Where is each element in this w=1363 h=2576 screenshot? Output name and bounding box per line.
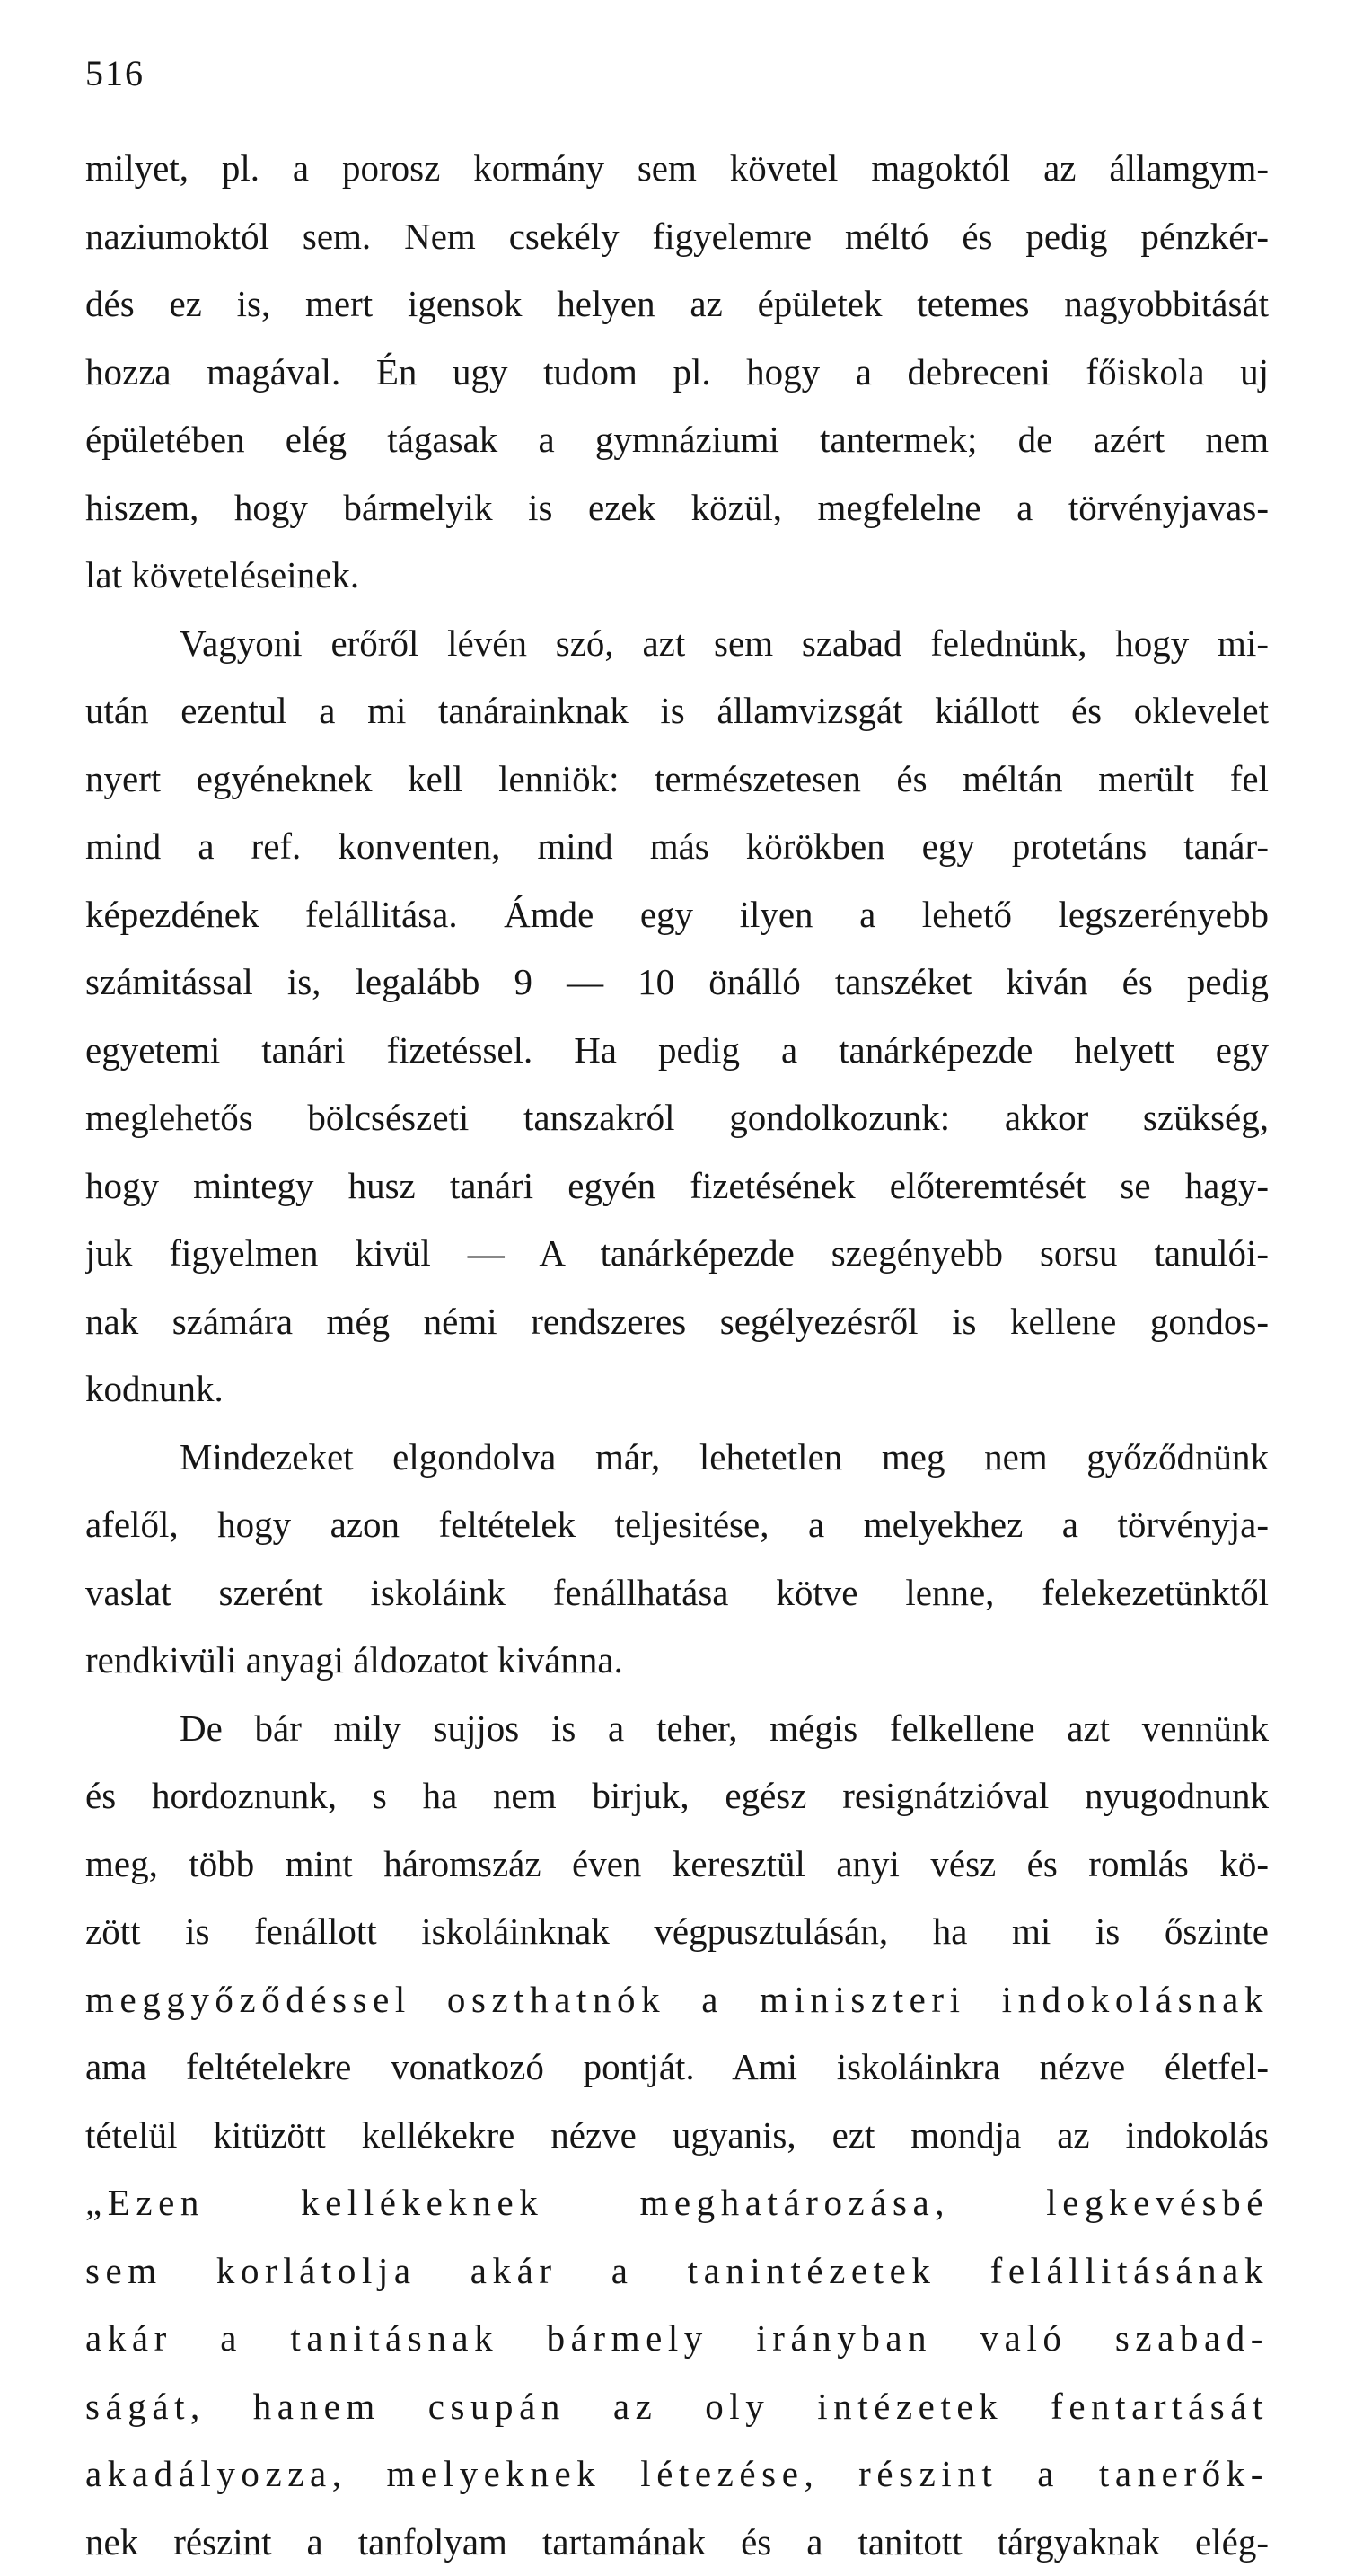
text-line: mind a ref. konventen, mind más körökben egy protetáns tanár- (85, 813, 1269, 881)
text-line: hogy mintegy husz tanári egyén fizetésének előteremtését se hagy- (85, 1152, 1269, 1221)
text-line: ama feltételekre vonatkozó pontját. Ami iskoláinkra nézve életfel- (85, 2033, 1269, 2102)
text-line: De bár mily sujjos is a teher, mégis felkellene azt vennünk (85, 1695, 1269, 1763)
text-line: lat követeléseinek. (85, 542, 1269, 610)
text-line: épületében elég tágasak a gymnáziumi tantermek; de azért nem (85, 406, 1269, 474)
text-line: meg, több mint háromszáz éven keresztül anyi vész és romlás kö- (85, 1831, 1269, 1899)
text-line: rendkivüli anyagi áldozatot kivánna. (85, 1627, 1269, 1695)
text-line: és hordoznunk, s ha nem birjuk, egész resignátzióval nyugodnunk (85, 1762, 1269, 1831)
paragraph (85, 610, 1269, 1424)
text-line: kodnunk. (85, 1355, 1269, 1424)
text-line: Mindezeket elgondolva már, lehetetlen meg nem győződnünk (85, 1424, 1269, 1492)
text-line: meggyőződéssel oszthatnók a miniszteri indokolásnak (85, 1966, 1269, 2034)
text-line: ságát, hanem csupán az oly intézetek fentartását (85, 2373, 1269, 2441)
text-line: vaslat szerént iskoláink fenállhatása kötve lenne, felekezetünktől (85, 1559, 1269, 1628)
text-line: zött is fenállott iskoláinknak végpusztulásán, ha mi is őszinte (85, 1898, 1269, 1966)
text-line: naziumoktól sem. Nem csekély figyelemre méltó és pedig pénzkér- (85, 203, 1269, 271)
text-line: számitással is, legalább 9 — 10 önálló tanszéket kiván és pedig (85, 948, 1269, 1017)
text-line: „Ezen kellékeknek meghatározása, legkevésbé (85, 2169, 1269, 2237)
text-line: akár a tanitásnak bármely irányban való szabad- (85, 2305, 1269, 2373)
text-line: Vagyoni erőről lévén szó, azt sem szabad felednünk, hogy mi- (85, 610, 1269, 678)
text-line: hiszem, hogy bármelyik is ezek közül, megfelelne a törvényjavas- (85, 474, 1269, 543)
text-line: akadályozza, melyeknek létezése, részint a tanerők- (85, 2440, 1269, 2509)
body-text (85, 135, 1269, 2576)
text-line: után ezentul a mi tanárainknak is államvizsgát kiállott és oklevelet (85, 677, 1269, 745)
page-number: 516 (85, 56, 145, 92)
text-line: tételül kitüzött kellékekre nézve ugyanis, ezt mondja az indokolás (85, 2102, 1269, 2170)
text-line: juk figyelmen kivül — A tanárképezde szegényebb sorsu tanulói- (85, 1220, 1269, 1288)
text-line: hozza magával. Én ugy tudom pl. hogy a debreceni főiskola uj (85, 339, 1269, 407)
text-line: nyert egyéneknek kell lenniök: természetesen és méltán merült fel (85, 745, 1269, 814)
text-line: milyet, pl. a porosz kormány sem követel magoktól az államgym- (85, 135, 1269, 203)
paragraph (85, 1695, 1269, 2576)
paragraph (85, 135, 1269, 610)
text-line: nak számára még némi rendszeres segélyezésről is kellene gondos- (85, 1288, 1269, 1356)
text-line: sem korlátolja akár a tanintézetek felállitásának (85, 2237, 1269, 2306)
text-line: nek részint a tanfolyam tartamának és a tanitott tárgyaknak elég- (85, 2509, 1269, 2576)
text-line: meglehetős bölcsészeti tanszakról gondolkozunk: akkor szükség, (85, 1084, 1269, 1152)
text-line: dés ez is, mert igensok helyen az épületek tetemes nagyobbitását (85, 270, 1269, 339)
text-line: afelől, hogy azon feltételek teljesitése, a melyekhez a törvényja- (85, 1491, 1269, 1559)
text-line: képezdének felállitása. Ámde egy ilyen a lehető legszerényebb (85, 881, 1269, 949)
text-line: egyetemi tanári fizetéssel. Ha pedig a tanárképezde helyett egy (85, 1017, 1269, 1085)
paragraph (85, 1424, 1269, 1695)
